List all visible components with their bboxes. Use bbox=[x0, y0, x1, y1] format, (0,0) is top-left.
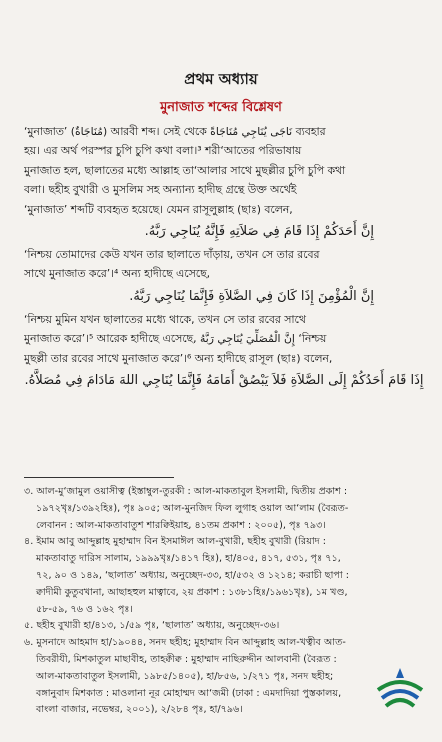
footnote-line: আল-মাকতাবাতুল ইসলামী, ১৯৮৫/১৪০৫), হা/৮৫৬, ১/২৭১ পৃঃ, সনদ ছহীহ; bbox=[36, 670, 334, 682]
text-line: হয়। এর অর্থ পরস্পর চুপি চুপি কথা বলা।³ শরী‘আতের পরিভাষায় bbox=[24, 144, 302, 158]
paragraph-1 bbox=[24, 122, 424, 219]
footnote-line: ৩. আল-মু‘জামুল ওয়াসীত্ব (ইস্তাম্বুল-তুরকী : আল-মাকতাবুল ইসলামী, দ্বিতীয় প্রকাশ : bbox=[24, 486, 348, 497]
main-text bbox=[24, 122, 424, 394]
text-line: ‘মুনাজাত’ (مُنَاجَاةٌ) আরবী শব্দ। সেই থেকে نَاجَى يُنَاجِي مُنَاجَاةً ব্যবহার bbox=[24, 125, 326, 138]
footnote-line: ৫৮-৫৯, ৭৬ ও ১৬২ পৃঃ। bbox=[36, 603, 133, 615]
footnote-line: ক্বাদীমী কুতুবখানা, আছাহহুল মাত্বাবে, ২য় প্রকাশ : ১৩৮১হিঃ/১৯৬১খৃঃ), ১ম খণ্ড, bbox=[36, 586, 348, 598]
section-title: মুনাজাত শব্দের বিশ্লেষণ bbox=[160, 100, 282, 115]
footnotes bbox=[24, 484, 424, 719]
footnote-line: বাংলা বাজার, নভেম্বর, ২০০১), ২/২৮৪ পৃঃ, হা/৭৯৬। bbox=[36, 704, 243, 716]
footnote-line: ৭২, ৯০ ও ১৪৯, ‘ছালাত’ অধ্যায়, অনুচ্ছেদ-৩৩, হা/৫৩২ ও ১২১৪; করাচী ছাপা : bbox=[36, 569, 349, 581]
footnote-6 bbox=[24, 635, 424, 719]
footnote-4 bbox=[24, 534, 424, 618]
footnote-line: বঙ্গানুবাদ মিশকাত : মাওলানা নূর মোহাম্মদ আ‘জমী (ঢাকা : এমদাদিয়া পুস্তকালয়, bbox=[36, 687, 342, 699]
paragraph-2 bbox=[24, 245, 424, 284]
text-line: ‘নিশ্চয় তোমাদের কেউ যখন তার ছালাতে দাঁড়ায়, তখন সে তার রবের bbox=[24, 248, 320, 262]
text-line: মুছল্লী তার রবের সাথে মুনাজাত করে’।⁶ অন্য হাদীছে রাসূল (ছাঃ) বলেন, bbox=[24, 351, 333, 365]
footnote-line: ৪. ইমাম আবু আব্দুল্লাহ মুহাম্মাদ বিন ইসমাঈল আল-বুখারী, ছহীহ বুখারী (রিয়াদ : bbox=[24, 536, 326, 548]
book-logo-icon bbox=[372, 660, 428, 716]
chapter-title: প্রথম অধ্যায় bbox=[184, 70, 258, 88]
arabic-quote-2: إِنَّ الْمُؤْمِنَ إِذَا كَانَ فِي الصَّلاَةِ فَإِنَّمَا يُنَاجِي رَبَّهُ. bbox=[129, 288, 374, 304]
footnote-line: ৬. মুসনাদে আহমাদ হা/১৯০৪৪, সনদ ছহীহ; মুহাম্মাদ বিন আব্দুল্লাহ আল-খত্বীব আত- bbox=[24, 637, 346, 649]
footnote-divider bbox=[24, 477, 174, 478]
text-line: বলা। ছহীহ বুখারী ও মুসলিম সহ অন্যান্য হাদীছ গ্রন্থে উক্ত অর্থেই bbox=[24, 183, 297, 197]
paragraph-3 bbox=[24, 310, 424, 368]
text-line: সাথে মুনাজাত করে’।⁴ অন্য হাদীছে এসেছে, bbox=[24, 267, 211, 281]
footnote-line: তিবরীযী, মিশকাতুল মাছাবীহ, তাহক্বীক্ব : মুহাম্মাদ নাছিরুদ্দীন আলবানী (বৈরূত : bbox=[36, 653, 337, 665]
footnote-line: ১৯৭২খৃঃ/১৩৯২হিঃ), পৃঃ ৯০৫; আল-মুনজিদ ফিল লুগাহ ওয়াল আ‘লাম (বৈরূত- bbox=[36, 502, 349, 514]
footnote-line: ৫. ছহীহ বুখারী হা/৪১৩, ১/৫৯ পৃঃ, ‘ছালাত’ অধ্যায়, অনুচ্ছেদ-৩৬। bbox=[24, 620, 280, 632]
footnote-5 bbox=[24, 618, 424, 635]
text-line: মুনাজাত হল, ছালাতের মধ্যে আল্লাহ তা‘আলার সাথে মুছল্লীর চুপি চুপি কথা bbox=[24, 163, 346, 177]
arabic-quote-1: إِنَّ أَحَدَكُمْ إِذَا قَامَ فِي صَلاَتِهِ فَإِنَّهُ يُنَاجِي رَبَّهُ. bbox=[144, 224, 374, 240]
footnote-line: লেবানন : আল-মাকতাবাতুশ শারক্বিইয়াহ, ৪১তম প্রকাশ : ২০০৫), পৃঃ ৭৯৩। bbox=[36, 519, 326, 531]
arabic-quote-3: إِذَا قَامَ أَحَدُكُمْ إِلَى الصَّلاَةِ فَلاَ يَبْصُقْ أَمَامَهُ فَإِنَّمَا يُنَاجِي اللهَ مَادَامَ فِي مُصَلاَّهُ. bbox=[24, 373, 424, 389]
text-line: ‘নিশ্চয় মুমিন যখন ছালাতের মধ্যে থাকে, তখন সে তার রবের সাথে bbox=[24, 312, 306, 326]
footnote-line: মাকতাবাতু দারিস সালাম, ১৯৯৯খৃঃ/১৪১৭ হিঃ), হা/৪০৫, ৪১৭, ৫৩১, পৃঃ ৭১, bbox=[36, 553, 341, 565]
text-line: ‘মুনাজাত’ শব্দটি ব্যবহৃত হয়েছে। যেমন রাসূলুল্লাহ (ছাঃ) বলেন, bbox=[24, 202, 293, 216]
footnote-3 bbox=[24, 484, 424, 534]
text-line: মুনাজাত করে’।⁵ আরেক হাদীছে এসেছে, إِنَّ الْمُصَلِّيَ يُنَاجِي رَبَّهُ ‘নিশ্চয় bbox=[24, 332, 327, 346]
